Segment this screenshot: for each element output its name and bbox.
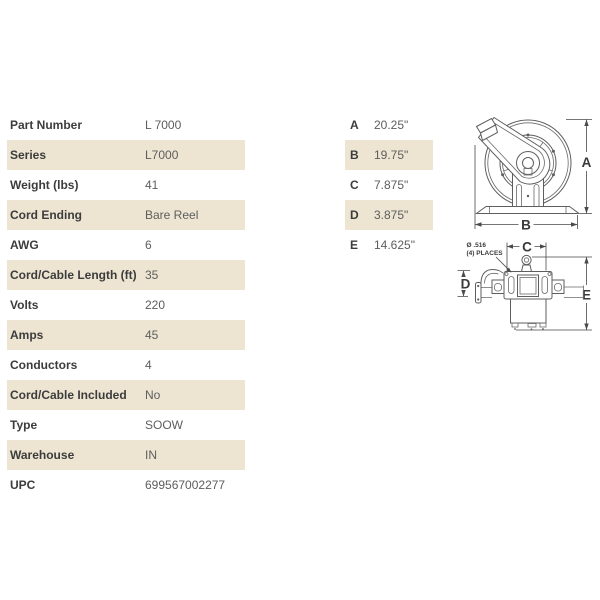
spec-row: [7, 230, 245, 260]
spec-row: [7, 320, 245, 350]
spec-label: Type: [10, 418, 38, 432]
spec-value: 220: [145, 298, 166, 312]
dim-letter: C: [350, 178, 359, 192]
dim-letter: E: [350, 238, 359, 252]
spec-value: 699567002277: [145, 478, 226, 492]
spec-label: Warehouse: [10, 448, 75, 462]
spec-row: [7, 200, 245, 230]
dim-value: 20.25": [374, 118, 409, 132]
dim-row: [345, 140, 433, 170]
spec-value: 4: [145, 358, 152, 372]
dim-row: [345, 200, 433, 230]
spec-value: SOOW: [145, 418, 183, 432]
dim-label-a: A: [581, 155, 592, 170]
swivel-inlet: [522, 255, 532, 271]
spec-row: [7, 140, 245, 170]
dim-value: 3.875": [374, 208, 409, 222]
reel-side-view-diagram: [440, 100, 600, 235]
dim-value: 7.875": [374, 178, 409, 192]
spec-value: No: [145, 388, 161, 402]
spec-value: L 7000: [145, 118, 182, 132]
spec-row: [7, 380, 245, 410]
spec-label: AWG: [10, 238, 39, 252]
dimensions-table: [345, 110, 433, 260]
spec-label: UPC: [10, 478, 36, 492]
dim-label-c: C: [522, 239, 532, 255]
spec-row: [7, 470, 245, 500]
spec-label: Weight (lbs): [10, 178, 79, 192]
spec-row: [7, 170, 245, 200]
spec-value: Bare Reel: [145, 208, 199, 222]
dim-label-b: B: [521, 217, 531, 233]
spec-label: Series: [10, 148, 47, 162]
hole-note-line2: (4) PLACES: [466, 250, 503, 257]
dimension-D: [458, 271, 471, 297]
spec-table: [7, 110, 245, 500]
spec-label: Volts: [10, 298, 39, 312]
spec-row: [7, 110, 245, 140]
spec-value: 35: [145, 268, 159, 282]
dim-letter: A: [350, 118, 359, 132]
spec-label: Cord/Cable Included: [10, 388, 127, 402]
dim-label-d: D: [460, 276, 471, 292]
dim-letter: B: [350, 148, 359, 162]
spec-row: [7, 440, 245, 470]
spec-value: L7000: [145, 148, 179, 162]
spec-row: [7, 290, 245, 320]
spec-label: Cord Ending: [10, 208, 82, 222]
dim-value: 14.625": [374, 238, 415, 252]
spec-value: 6: [145, 238, 152, 252]
dimension-A: [566, 120, 594, 214]
spec-value: 45: [145, 328, 159, 342]
reel-top-view-diagram: [435, 235, 600, 335]
spec-value: 41: [145, 178, 159, 192]
spec-label: Amps: [10, 328, 44, 342]
dim-row: [345, 170, 433, 200]
spec-label: Cord/Cable Length (ft): [10, 268, 137, 282]
mounting-bracket: [492, 272, 564, 300]
dim-value: 19.75": [374, 148, 409, 162]
spec-row: [7, 410, 245, 440]
guide-arm: [477, 118, 550, 185]
spec-label: Conductors: [10, 358, 78, 372]
spec-label: Part Number: [10, 118, 83, 132]
hub-latch: [517, 152, 540, 176]
spec-row: [7, 260, 245, 290]
drum: [511, 299, 547, 330]
dim-row: [345, 110, 433, 140]
hole-note-line1: Ø .516: [466, 242, 487, 249]
dim-row: [345, 230, 433, 260]
spec-row: [7, 350, 245, 380]
dim-letter: D: [350, 208, 359, 222]
mounting-base: [477, 207, 580, 214]
spec-value: IN: [145, 448, 157, 462]
hole-callout: [467, 242, 512, 273]
dim-label-e: E: [581, 287, 592, 303]
